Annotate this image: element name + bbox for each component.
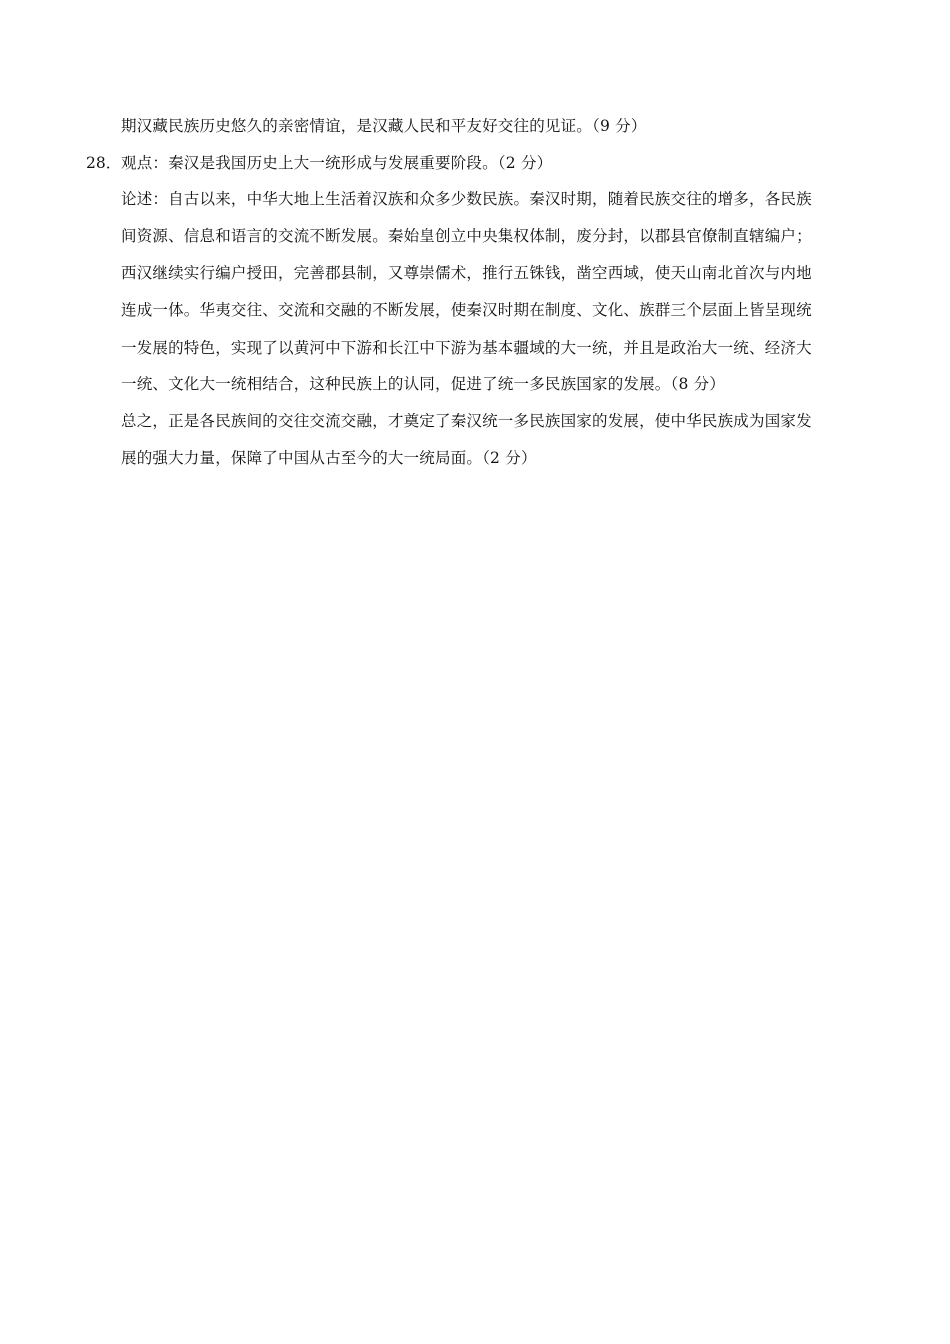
argument-line: 一发展的特色，实现了以黄河中下游和长江中下游为基本疆域的大一统，并且是政治大一统、经济大 (121, 339, 812, 357)
conclusion-line: 展的强大力量，保障了中国从古至今的大一统局面。（2 分） (121, 449, 537, 467)
argument-line: 连成一体。华夷交往、交流和交融的不断发展，使秦汉时期在制度、文化、族群三个层面上皆呈现统 (121, 301, 812, 319)
argument-line: 西汉继续实行编户授田，完善郡县制，又尊崇儒术，推行五铢钱，凿空西域，使天山南北首次与内地 (121, 264, 812, 282)
conclusion-line: 总之，正是各民族间的交往交流交融，才奠定了秦汉统一多民族国家的发展，使中华民族成为国家发 (121, 412, 812, 430)
argument-line: 论述：自古以来，中华大地上生活着汉族和众多少数民族。秦汉时期，随着民族交往的增多，各民族 (121, 190, 812, 208)
viewpoint-line: 观点：秦汉是我国历史上大一统形成与发展重要阶段。（2 分） (121, 154, 553, 172)
argument-line: 一统、文化大一统相结合，这种民族上的认同，促进了统一多民族国家的发展。（8 分） (121, 375, 726, 393)
argument-line: 间资源、信息和语言的交流不断发展。秦始皇创立中央集权体制，废分封，以郡县官僚制直辖编户； (121, 227, 812, 245)
answer-27-continuation: 期汉藏民族历史悠久的亲密情谊，是汉藏人民和平友好交往的见证。（9 分） (121, 117, 647, 135)
question-number-28: 28． (86, 154, 122, 172)
